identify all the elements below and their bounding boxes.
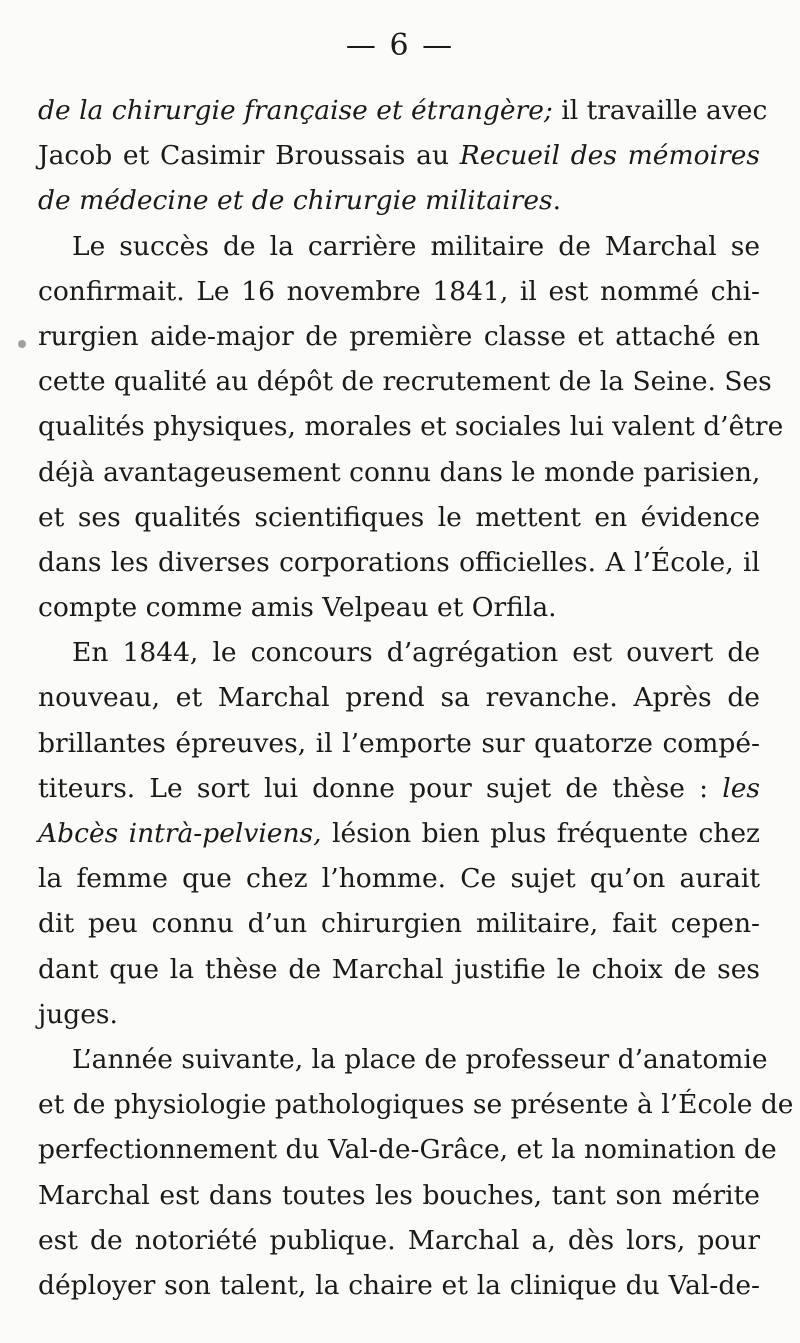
text-line — [38, 540, 760, 585]
text-segment: et ses qualités scientifiques le mettent en évidence — [38, 501, 760, 533]
text-line — [38, 856, 760, 901]
text-line — [38, 1037, 768, 1082]
text-segment: rurgien aide-major de première classe et attaché en — [38, 320, 760, 352]
text-line — [38, 766, 760, 811]
text-line — [38, 630, 760, 675]
ink-speck — [18, 340, 26, 348]
text-line — [38, 1127, 777, 1172]
text-segment: dit peu connu d’un chirurgien militaire, fait cepen- — [38, 908, 760, 940]
text-segment: . — [552, 185, 562, 217]
text-line — [38, 811, 760, 856]
text-line — [38, 675, 760, 720]
text-line — [38, 992, 760, 1037]
text-segment: Le succès de la carrière militaire de Marchal se — [72, 230, 760, 262]
text-segment: dans les diverses corporations officielles. A l’École, il — [38, 546, 760, 578]
text-segment: qualités physiques, morales et sociales lui valent d’être — [38, 411, 784, 443]
text-segment: titeurs. Le sort lui donne pour sujet de thèse : — [38, 772, 723, 804]
italic-text: Abcès intrà-pelviens, — [38, 818, 322, 849]
italic-text: Recueil des mémoires — [459, 140, 760, 172]
text-line — [38, 947, 760, 992]
text-segment: et de physiologie pathologiques se présente à l’École de — [38, 1089, 794, 1121]
text-segment: la femme que chez l’homme. Ce sujet qu’on aurait — [38, 863, 760, 895]
text-line — [38, 721, 760, 766]
italic-text: de médecine et de chirurgie militaires — [38, 185, 553, 217]
text-segment: L’année suivante, la place de professeur d’anatomie — [72, 1043, 768, 1075]
text-line — [38, 178, 760, 223]
text-line — [38, 314, 760, 359]
text-line — [38, 404, 784, 449]
text-line — [38, 269, 760, 314]
text-segment: il travaille avec — [552, 95, 768, 126]
text-line — [38, 1082, 794, 1127]
text-segment: juges. — [38, 998, 118, 1030]
text-line — [38, 88, 768, 133]
page-number: — 6 — — [345, 28, 455, 63]
text-segment: confirmait. Le 16 novembre 1841, il est nommé chi- — [38, 275, 760, 307]
text-segment: brillantes épreuves, il l’emporte sur quatorze compé- — [38, 727, 760, 759]
text-segment: Jacob et Casimir Broussais au — [38, 140, 460, 172]
text-segment: est de notoriété publique. Marchal a, dès lors, pour — [38, 1224, 760, 1256]
text-line — [38, 495, 760, 540]
text-line — [38, 585, 760, 630]
text-line — [38, 1263, 760, 1308]
text-line — [38, 224, 760, 269]
text-line — [38, 1173, 760, 1218]
text-segment: dant que la thèse de Marchal justifie le choix de ses — [38, 953, 760, 985]
text-segment: Marchal est dans toutes les bouches, tant son mérite — [38, 1179, 760, 1211]
text-segment: perfectionnement du Val-de-Grâce, et la nomination de — [38, 1134, 777, 1166]
italic-text: les — [722, 772, 760, 804]
text-segment: cette qualité au dépôt de recrutement de la Seine. Ses — [38, 366, 772, 398]
text-segment: lésion bien plus fréquente chez — [321, 818, 760, 849]
text-line — [38, 359, 772, 404]
text-segment: déployer son talent, la chaire et la clinique du Val-de- — [38, 1269, 760, 1301]
text-line — [38, 901, 760, 946]
text-line — [38, 1218, 760, 1263]
text-segment: nouveau, et Marchal prend sa revanche. Après de — [38, 682, 760, 714]
text-segment: En 1844, le concours d’agrégation est ouvert de — [72, 637, 760, 669]
body-text — [38, 88, 794, 1308]
text-segment: déjà avantageusement connu dans le monde parisien, — [38, 456, 761, 488]
text-line — [38, 133, 760, 178]
italic-text: de la chirurgie française et étrangère; — [38, 95, 553, 126]
text-segment: compte comme amis Velpeau et Orfila. — [38, 592, 557, 624]
text-line — [38, 450, 760, 495]
